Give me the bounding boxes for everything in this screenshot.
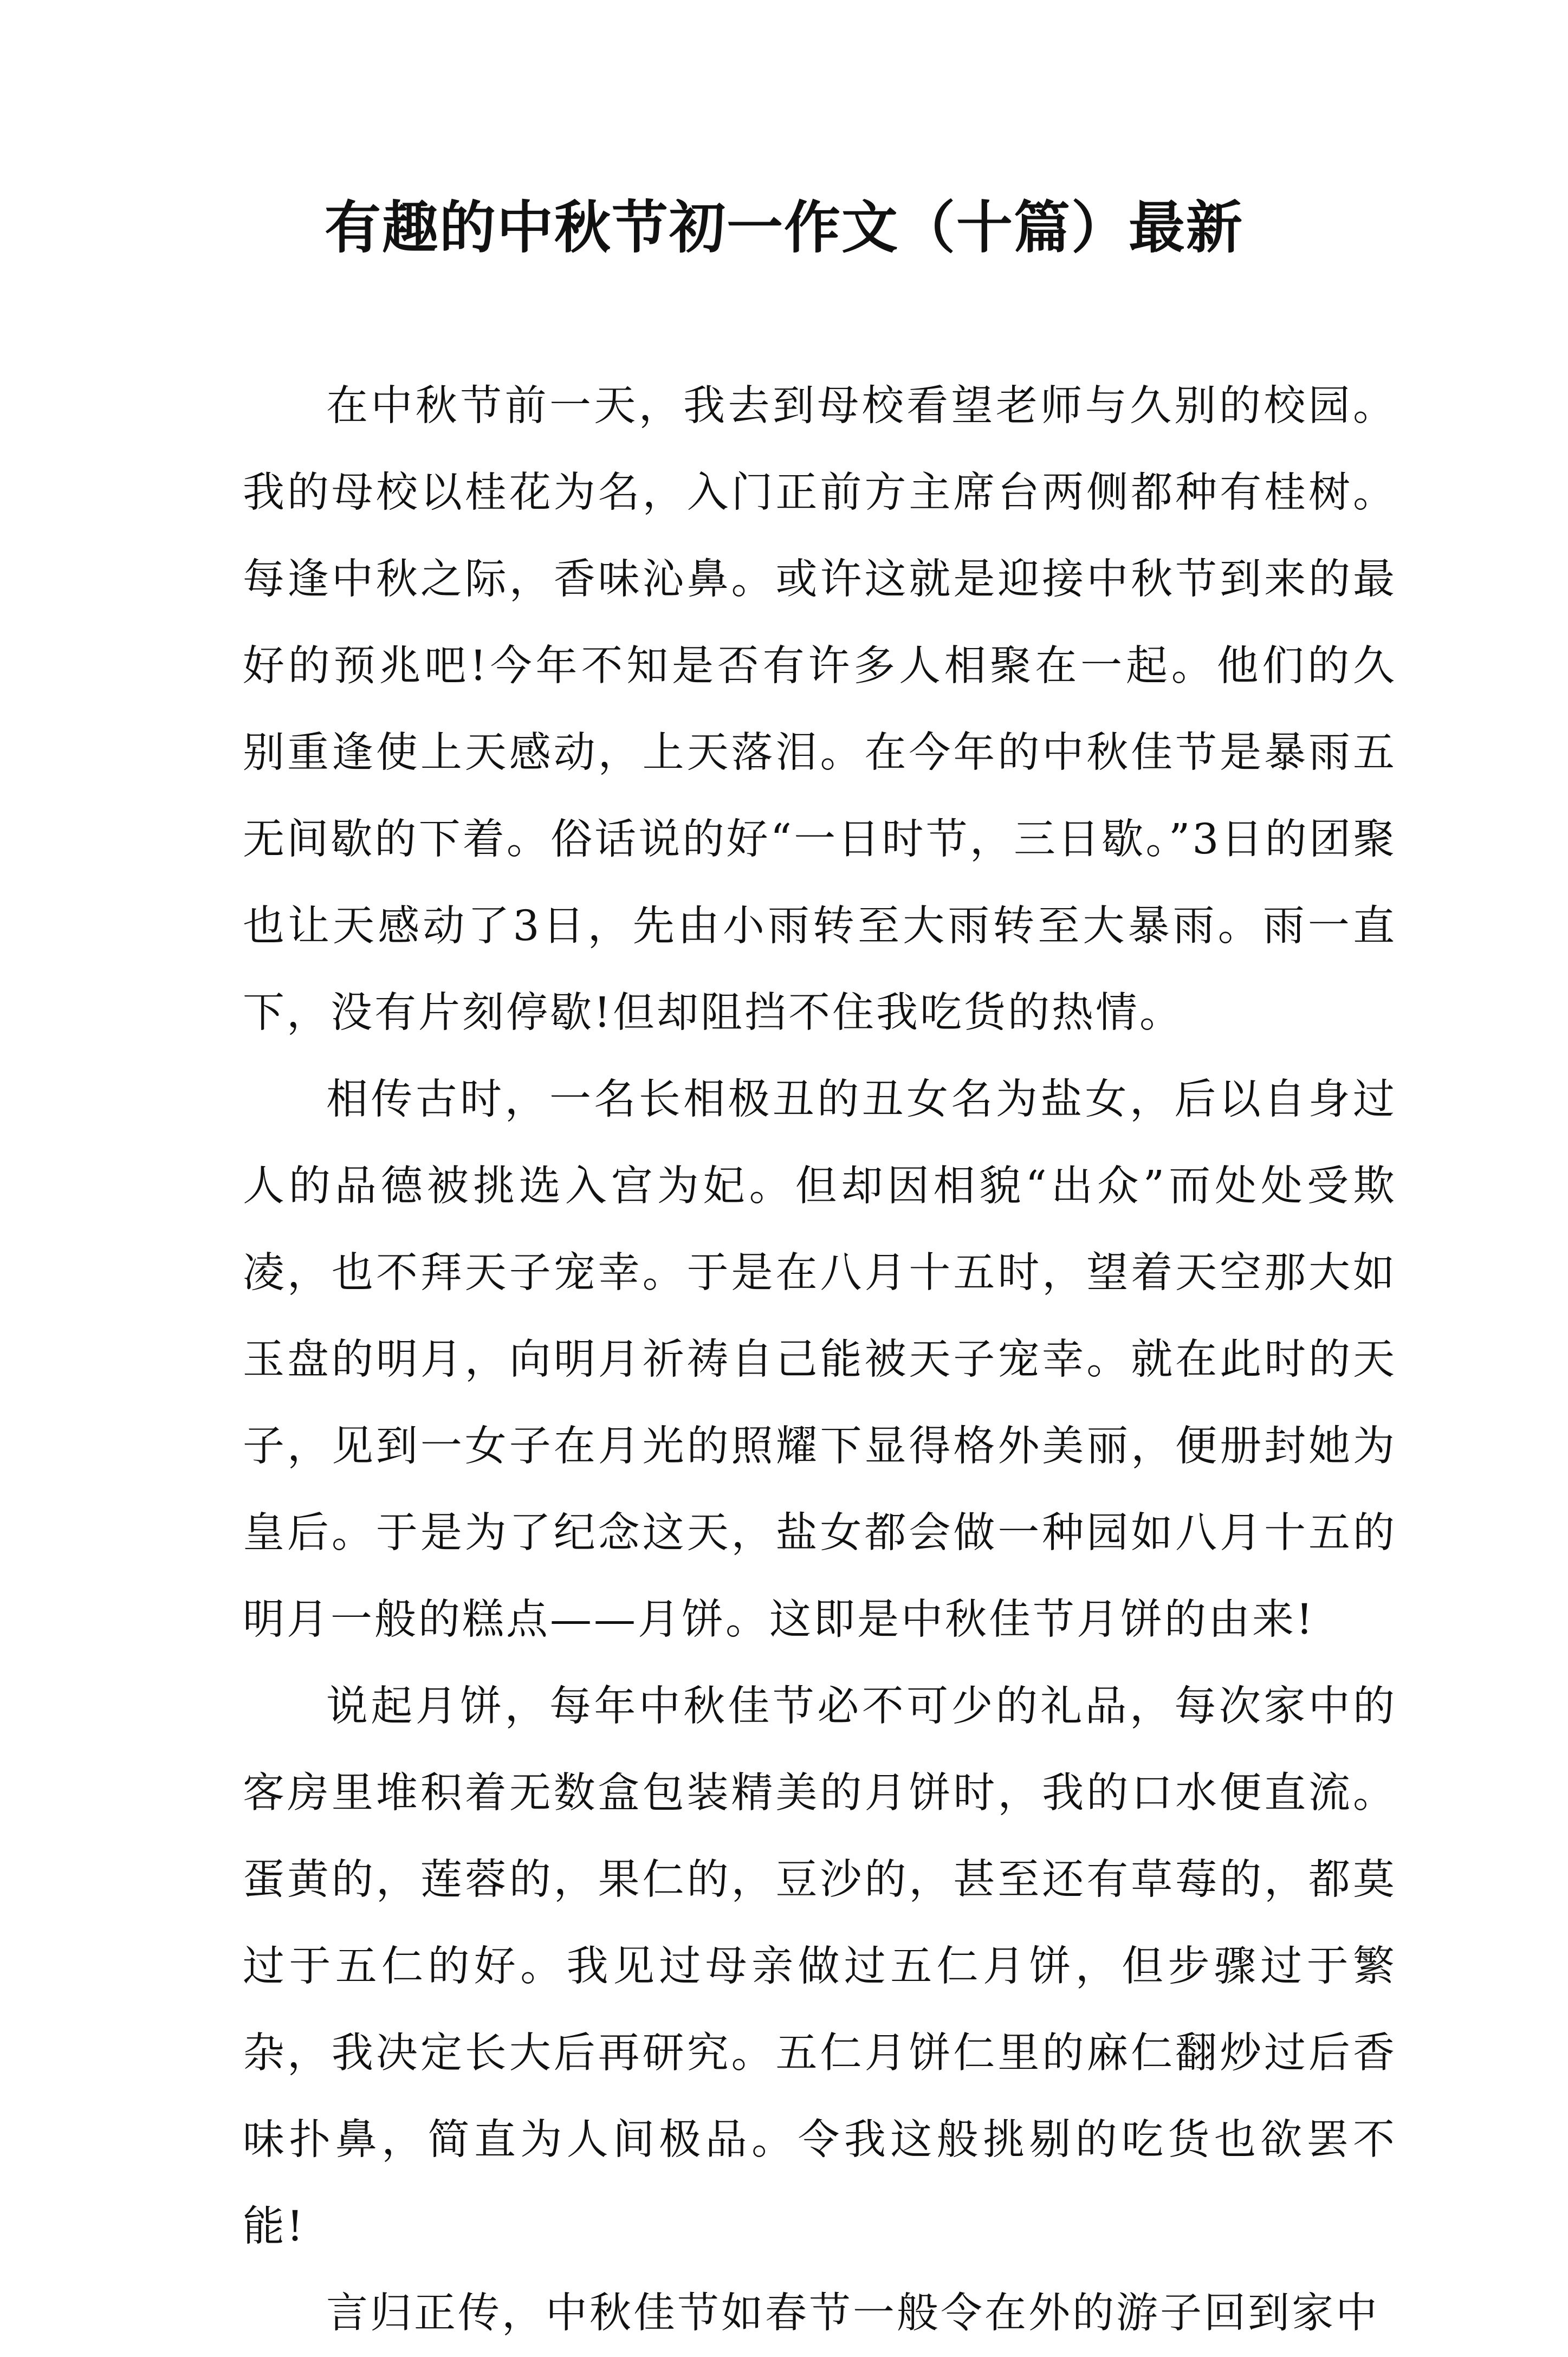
document-body (243, 363, 1397, 2357)
paragraph-4: 言归正传，中秋佳节如春节一般令在外的游子回到家中 (326, 2289, 1379, 2337)
paragraph-1: 在中秋节前一天，我去到母校看望老师与久别的校园。我的母校以桂花为名，入门正前方主席台两侧都种有桂树。每逢中秋之际，香味沁鼻。或许这就是迎接中秋节到来的最好的预兆吧!今年不知是否有许多人相聚在一起。他们的久别重逢使上天感动，上天落泪。在今年的中秋佳节是暴雨五无间歇的下着。俗话说的好“一日时节，三日歇。”3日的团聚也让天感动了3日，先由小雨转至大雨转至大暴雨。雨一直下，没有片刻停歇!但却阻挡不住我吃货的热情。 (243, 382, 1397, 1037)
paragraph-2: 相传古时，一名长相极丑的丑女名为盐女，后以自身过人的品德被挑选入宫为妃。但却因相貌“出众”而处处受欺凌，也不拜天子宠幸。于是在八月十五时，望着天空那大如玉盘的明月，向明月祈祷自己能被天子宠幸。就在此时的天子，见到一女子在月光的照耀下显得格外美丽，便册封她为皇后。于是为了纪念这天，盐女都会做一种园如八月十五的明月一般的糕点——月饼。这即是中秋佳节月饼的由来! (243, 1076, 1397, 1644)
paragraph-3: 说起月饼，每年中秋佳节必不可少的礼品，每次家中的客房里堆积着无数盒包装精美的月饼时，我的口水便直流。蛋黄的，莲蓉的，果仁的，豆沙的，甚至还有草莓的，都莫过于五仁的好。我见过母亲做过五仁月饼，但步骤过于繁杂，我决定长大后再研究。五仁月饼仁里的麻仁翻炒过后香味扑鼻，简直为人间极品。令我这般挑剔的吃货也欲罢不能! (243, 1682, 1397, 2251)
document-title: 有趣的中秋节初一作文（十篇）最新 (324, 194, 1243, 261)
